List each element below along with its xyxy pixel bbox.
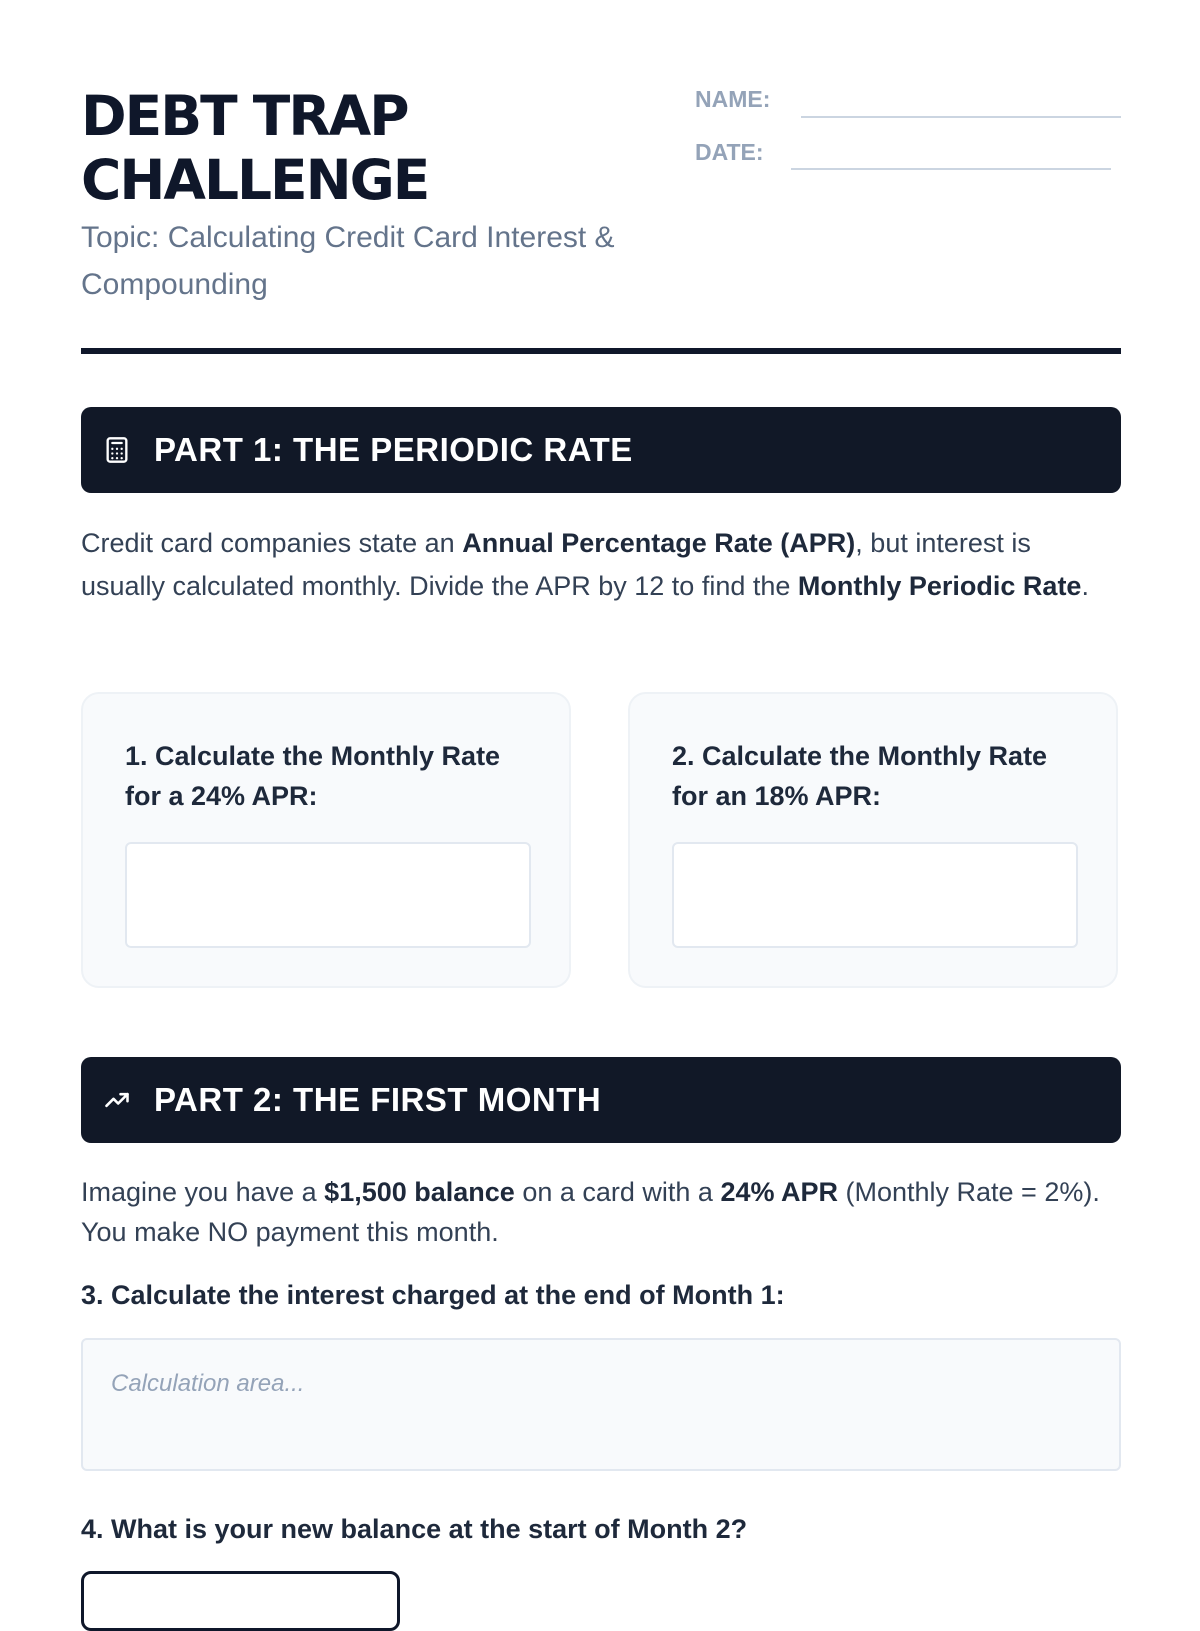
part-1-intro-text-3: . (1081, 571, 1089, 601)
part-2-title: PART 2: THE FIRST MONTH (154, 1081, 602, 1118)
calculation-placeholder: Calculation area... (111, 1370, 305, 1397)
worksheet-page (81, 0, 1121, 1600)
question-1-card (81, 692, 571, 988)
part-2-intro (81, 1172, 1121, 1252)
topic-subtitle: Topic: Calculating Credit Card Interest & Compounding (81, 221, 615, 301)
worksheet-title (81, 84, 641, 212)
title-line-2: CHALLENGE (81, 148, 429, 212)
title-line-1: DEBT TRAP (81, 84, 408, 148)
date-label: DATE: (695, 139, 764, 165)
part-1-title: PART 1: THE PERIODIC RATE (154, 431, 633, 468)
part-2-header (81, 1057, 1121, 1143)
part-1-intro (81, 522, 1121, 608)
question-4-text: 4. What is your new balance at the start of Month 2? (81, 1514, 748, 1544)
part-1-intro-text-1: Credit card companies state an (81, 528, 463, 558)
apr-value-term: 24% APR (720, 1177, 838, 1207)
part-2-intro-text-2: on a card with a (514, 1177, 721, 1207)
calculator-icon (103, 436, 131, 464)
name-label: NAME: (695, 86, 771, 112)
part-1-intro-text-2: , but interest is usually calculated monthly. Divide the APR by 12 to find the (81, 528, 1031, 601)
part-2-intro-text-1: Imagine you have a (81, 1177, 325, 1207)
question-2-card (628, 692, 1118, 988)
part-1-header (81, 407, 1121, 493)
question-2-text: 2. Calculate the Monthly Rate for an 18% APR: (672, 741, 1048, 811)
worksheet-header (81, 82, 1121, 352)
question-1-answer-box[interactable] (125, 842, 531, 948)
name-field[interactable] (801, 116, 1121, 118)
monthly-periodic-rate-term: Monthly Periodic Rate (797, 571, 1082, 601)
trending-up-icon (103, 1086, 131, 1114)
question-3-text: 3. Calculate the interest charged at the end of Month 1: (81, 1280, 785, 1310)
balance-term: $1,500 balance (324, 1177, 515, 1207)
question-2-answer-box[interactable] (672, 842, 1078, 948)
part-2-intro-text-3: (Monthly Rate = 2%). You make NO payment this month. (81, 1177, 1100, 1247)
date-field[interactable] (791, 168, 1111, 170)
header-divider (81, 348, 1121, 354)
question-1-text: 1. Calculate the Monthly Rate for a 24% APR: (125, 741, 501, 811)
apr-term: Annual Percentage Rate (APR) (462, 528, 856, 558)
question-3-calculation-area[interactable] (81, 1338, 1121, 1471)
question-4-answer-box[interactable] (81, 1571, 400, 1631)
